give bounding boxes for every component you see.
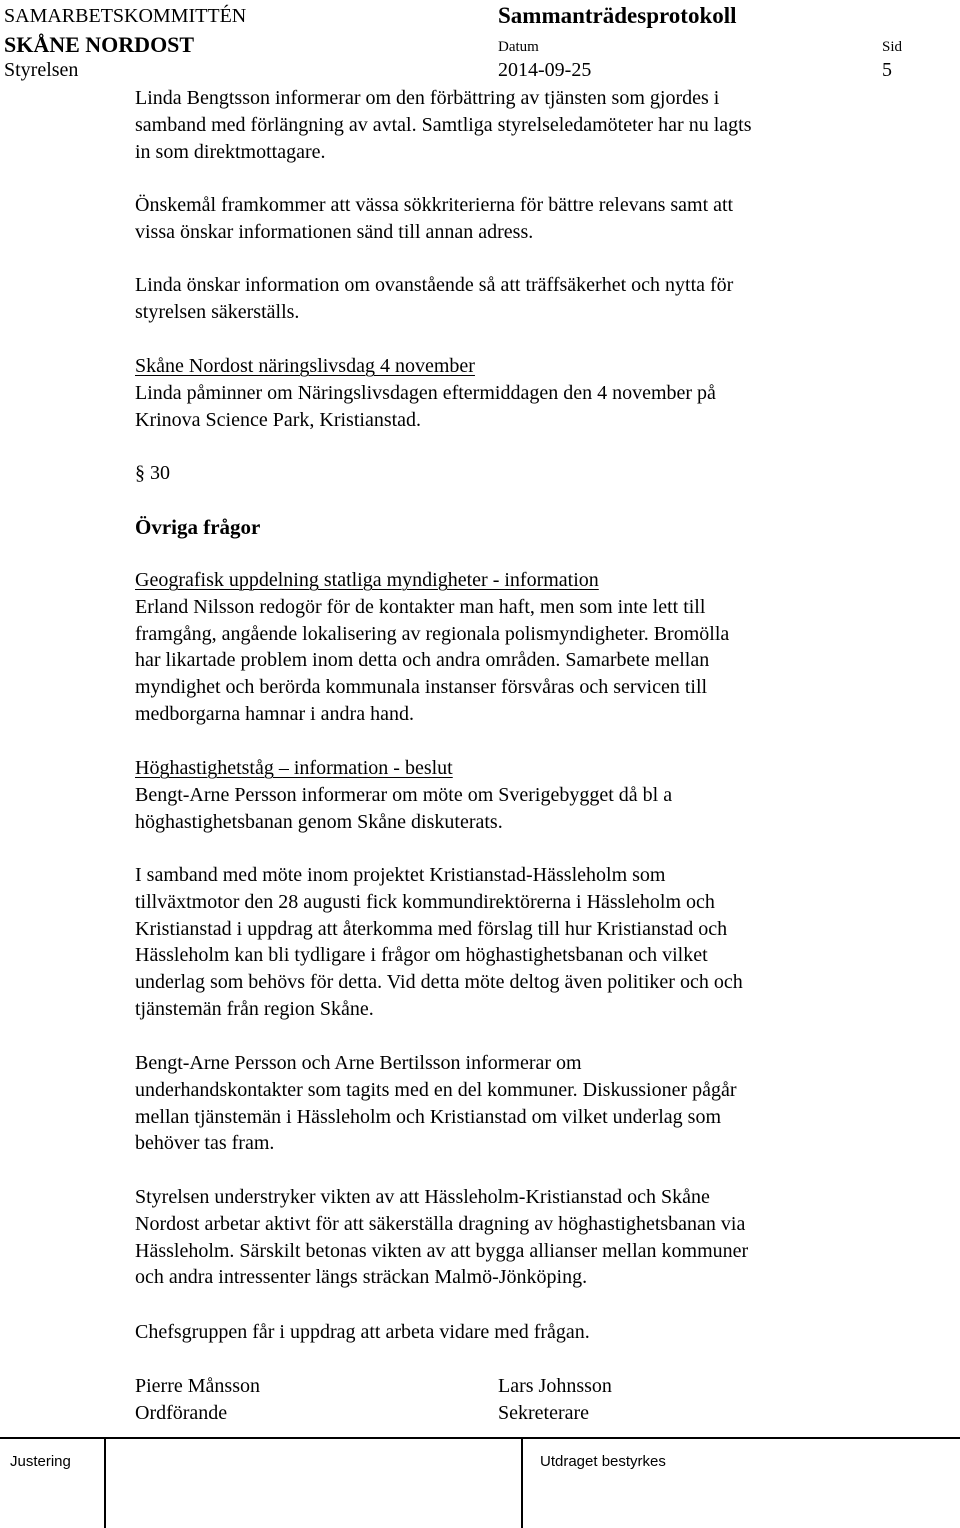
text-line: framgång, angående lokalisering av regionala polismyndigheter. Bromölla xyxy=(135,622,730,645)
text-line: Hässleholm kan bli tydligare i frågor om höghastighetsbanan och vilket xyxy=(135,944,708,967)
text-line: Hässleholm. Särskilt betonas vikten av att bygga allianser mellan kommuner xyxy=(135,1239,749,1262)
text-line: vissa önskar informationen sänd till annan adress. xyxy=(135,220,534,243)
text-line: Linda önskar information om ovanstående så att träffsäkerhet och nytta för xyxy=(135,274,734,296)
paragraph-7 xyxy=(135,1319,935,1346)
doc-title: Sammanträdesprotokoll xyxy=(498,3,737,28)
org-name: SAMARBETSKOMMITTÉN xyxy=(4,5,247,27)
text-line: medborgarna hamnar i andra hand. xyxy=(135,702,414,725)
text-line: Kristianstad i uppdrag att återkomma med förslag till hur Kristianstad och xyxy=(135,917,728,940)
text-line: höghastighetsbanan genom Skåne diskuterats. xyxy=(135,810,503,833)
paragraph-3 xyxy=(135,272,935,326)
signatory-right-name: Lars Johnsson xyxy=(498,1375,612,1397)
section-title xyxy=(135,514,935,541)
text-line: och andra intressenter längs sträckan Malmö-Jönköping. xyxy=(135,1266,588,1289)
paragraph-2 xyxy=(135,192,935,246)
text-line: Bengt-Arne Persson och Arne Bertilsson informerar om xyxy=(135,1052,582,1074)
paragraph-6 xyxy=(135,1184,935,1291)
text-line: Erland Nilsson redogör för de kontakter man haft, men som inte lett till xyxy=(135,595,706,618)
page-label: Sid xyxy=(882,39,903,55)
date-value: 2014-09-25 xyxy=(498,59,592,81)
paragraph-4 xyxy=(135,862,935,1023)
paragraph-number-text: § 30 xyxy=(135,462,170,484)
section-geografisk-uppdelning xyxy=(135,567,935,728)
text-line: Krinova Science Park, Kristianstad. xyxy=(135,408,422,431)
org-unit: Styrelsen xyxy=(4,59,79,81)
text-line: I samband med möte inom projektet Kristianstad-Hässleholm som xyxy=(135,864,666,886)
text-line: Bengt-Arne Persson informerar om möte om Sverigebygget då bl a xyxy=(135,783,673,806)
section-hoghastighetstag xyxy=(135,755,935,835)
footer-utdraget-label: Utdraget bestyrkes xyxy=(540,1453,666,1470)
text-line: Chefsgruppen får i uppdrag att arbeta vidare med frågan. xyxy=(135,1321,590,1343)
footer-rule xyxy=(0,1437,960,1439)
section-naringslivsdag xyxy=(135,353,935,433)
text-line: underlag som behövs för detta. Vid detta möte deltog även politiker och och xyxy=(135,971,743,994)
text-line: Önskemål framkommer att vässa sökkriterierna för bättre relevans samt att xyxy=(135,194,734,216)
org-region: SKÅNE NORDOST xyxy=(4,32,195,57)
section-heading: Skåne Nordost näringslivsdag 4 november xyxy=(135,355,475,377)
paragraph-1 xyxy=(135,85,935,165)
paragraph-number xyxy=(135,460,935,487)
footer-divider xyxy=(104,1437,106,1528)
section-heading: Höghastighetståg – information - beslut xyxy=(135,757,453,779)
text-line: tjänstemän från region Skåne. xyxy=(135,997,374,1020)
text-line: underhandskontakter som tagits med en del kommuner. Diskussioner pågår xyxy=(135,1078,737,1101)
page-number: 5 xyxy=(882,59,892,81)
text-line: Linda Bengtsson informerar om den förbättring av tjänsten som gjordes i xyxy=(135,87,720,109)
date-label: Datum xyxy=(498,39,539,55)
text-line: Nordost arbetar aktivt för att säkerställa dragning av höghastighetsbanan via xyxy=(135,1212,746,1235)
text-line: har likartade problem inom detta och andra områden. Samarbete mellan xyxy=(135,649,710,672)
footer-justering-label: Justering xyxy=(10,1453,71,1470)
text-line: in som direktmottagare. xyxy=(135,140,326,163)
paragraph-5 xyxy=(135,1050,935,1157)
section-heading: Geografisk uppdelning statliga myndigheter - information xyxy=(135,569,599,591)
text-line: styrelsen säkerställs. xyxy=(135,300,300,323)
footer-divider xyxy=(521,1437,523,1528)
signatory-right-role: Sekreterare xyxy=(498,1402,590,1424)
text-line: Styrelsen understryker vikten av att Hässleholm-Kristianstad och Skåne xyxy=(135,1186,710,1208)
signatory-left-name: Pierre Månsson xyxy=(135,1375,260,1397)
text-line: myndighet och berörda kommunala instanser försvåras och servicen till xyxy=(135,676,708,699)
section-title-text: Övriga frågor xyxy=(135,515,261,539)
text-line: Linda påminner om Näringslivsdagen eftermiddagen den 4 november på xyxy=(135,381,716,404)
text-line: tillväxtmotor den 28 augusti fick kommundirektörerna i Hässleholm och xyxy=(135,890,715,913)
text-line: behöver tas fram. xyxy=(135,1132,275,1155)
text-line: mellan tjänstemän i Hässleholm och Kristianstad om vilket underlag som xyxy=(135,1105,721,1128)
signatory-left-role: Ordförande xyxy=(135,1402,228,1424)
text-line: samband med förlängning av avtal. Samtliga styrelseledamöteter har nu lagts xyxy=(135,113,752,136)
